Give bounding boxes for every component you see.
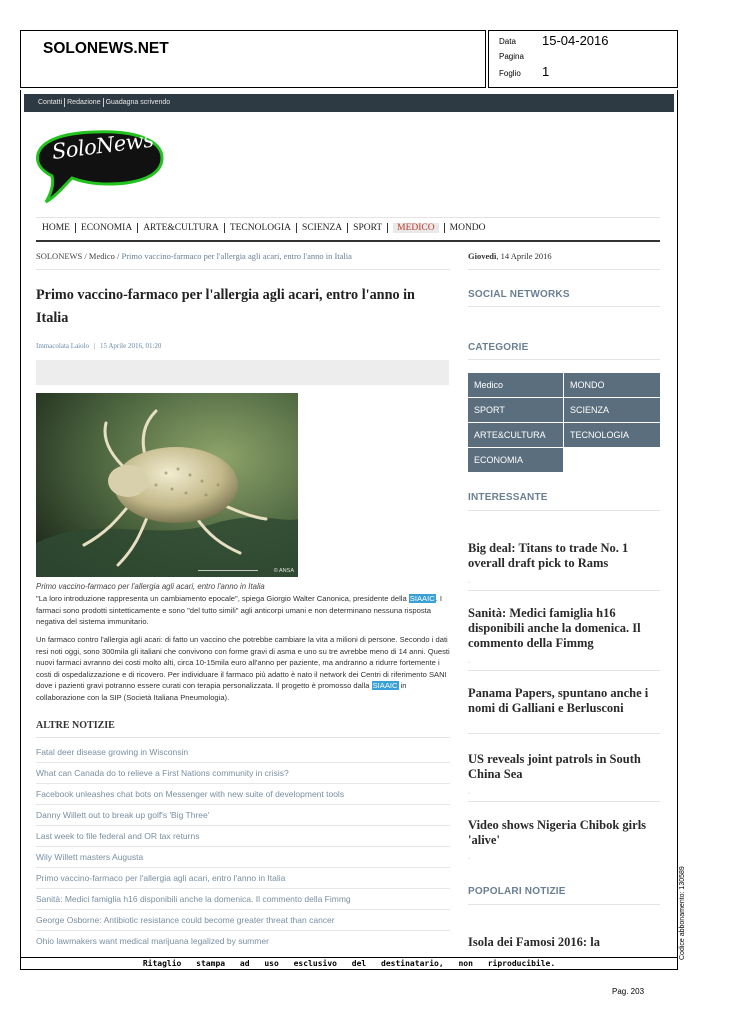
category-tecnologia[interactable]: TECNOLOGIA [564, 423, 660, 447]
interessante-sep [468, 733, 660, 734]
interessante-sep [468, 670, 660, 671]
altre-item[interactable]: George Osborne: Antibiotic resistance could become greater threat than cancer [36, 910, 450, 931]
altre-item[interactable]: Ohio lawmakers want medical marijuana legalized by summer [36, 936, 269, 946]
topbar-link-redazione[interactable]: Redazione [67, 99, 101, 106]
popolari-line [468, 904, 660, 905]
interessante-item[interactable]: Big deal: Titans to trade No. 1 overall draft pick to Rams [468, 541, 629, 570]
categorie-line [468, 359, 660, 360]
paragraph-1-text-b: . I farmaci sono prodotti sintetticamente e sono "del tutto simili" agli anticorpi umani e non determinano nessuna risposta negativa del sistema immunitario. [36, 594, 443, 627]
top-bar [24, 94, 674, 112]
site-logo[interactable] [34, 126, 166, 206]
nav-medico[interactable]: MEDICO [393, 223, 438, 233]
current-date-rest: , 14 Aprile 2016 [496, 251, 552, 261]
altre-item[interactable]: Sanità: Medici famiglia h16 disponibili anche la domenica. Il commento della Fimmg [36, 889, 450, 910]
breadcrumb-sep: / [84, 251, 87, 261]
altre-item[interactable]: Wily Willett masters Augusta [36, 847, 450, 868]
nav-tecnologia[interactable]: TECNOLOGIA [229, 223, 292, 234]
article-paragraph-2 [36, 634, 450, 704]
category-scienza[interactable]: SCIENZA [564, 398, 660, 422]
current-date [468, 251, 552, 261]
interessante-item[interactable]: Video shows Nigeria Chibok girls 'alive' [468, 818, 647, 847]
breadcrumb-sep: / [117, 251, 120, 261]
article-meta-sep: | [93, 342, 96, 350]
breadcrumb-section[interactable]: Medico [88, 251, 115, 261]
altre-item[interactable]: What can Canada do to relieve a First Nations community in crisis? [36, 763, 450, 784]
clip-data-label: Data [499, 37, 516, 46]
altre-item[interactable]: Fatal deer disease growing in Wisconsin [36, 742, 450, 763]
breadcrumb-line [36, 269, 450, 270]
popolari-item[interactable]: Isola dei Famosi 2016: la [468, 935, 600, 949]
image-watermark-line [198, 570, 258, 571]
category-grid [468, 373, 660, 473]
nav-mondo[interactable]: MONDO [449, 223, 486, 234]
clip-footer [20, 957, 678, 970]
current-date-day: Giovedì [468, 251, 497, 261]
interessante-line [468, 510, 660, 511]
social-networks-heading: SOCIAL NETWORKS [468, 289, 570, 300]
paragraph-1-highlight[interactable]: SIAAIC [409, 594, 435, 603]
clip-header-site-box [20, 30, 486, 88]
article-paragraph-1 [36, 593, 450, 628]
clip-foglio-value: 1 [542, 64, 550, 79]
nav-arte-cultura[interactable]: ARTE&CULTURA [143, 223, 219, 234]
topbar-link-guadagna[interactable]: Guadagna scrivendo [105, 99, 171, 106]
categorie-heading: CATEGORIE [468, 342, 529, 353]
category-arte-cultura[interactable]: ARTE&CULTURA [468, 423, 563, 447]
nav-home[interactable]: HOME [42, 223, 70, 234]
image-caption: Primo vaccino-farmaco per l'allergia agli acari, entro l'anno in Italia [36, 582, 265, 591]
interessante-heading: INTERESSANTE [468, 492, 548, 503]
paragraph-2-text-a: Un farmaco contro l'allergia agli acari: di fatto un vaccino che potrebbe cambiare la vita a milioni di persone. Secondo i dati resi noti oggi, sono 300mila gli italiani che convivono con forme gravi di asma e uno su tre avrebbe meno di 14 anni. Questi nuovi farmaci avranno dei costi molto alti, circa 10-15mila euro all'anno per paziente, ma andranno a ridurre fortemente i costi di ospedalizzazione e di ricovero. Per individuare il farmaco più adatto è nato il network dei Centri di riferimento SANI dove i pazienti gravi potranno essere curati con terapia personalizzata. Il progetto è promosso dalla [36, 635, 450, 691]
interessante-item[interactable]: US reveals joint patrols in South China Sea [468, 752, 641, 781]
interessante-item-marker: ▫ [468, 791, 470, 797]
breadcrumb-current: Primo vaccino-farmaco per l'allergia agli acari, entro l'anno in Italia [121, 251, 352, 261]
popolari-heading: POPOLARI NOTIZIE [468, 886, 566, 897]
article-author[interactable]: Immacolata Laiolo [36, 342, 90, 350]
clip-foglio-label: Foglio [499, 69, 521, 78]
category-economia[interactable]: ECONOMIA [468, 448, 563, 472]
clip-pagina-label: Pagina [499, 52, 524, 61]
interessante-item[interactable]: Panama Papers, spuntano anche i nomi di Galliani e Berlusconi [468, 686, 649, 715]
dust-mite-image [36, 393, 298, 577]
page-number: Pag. 203 [612, 987, 645, 996]
article-image [36, 393, 298, 577]
nav-bottom-line [36, 240, 660, 242]
altre-notizie-line [36, 737, 450, 738]
main-nav [42, 223, 486, 233]
interessante-sep [468, 590, 660, 591]
altre-notizie-heading: ALTRE NOTIZIE [36, 720, 115, 731]
altre-item[interactable]: Facebook unleashes chat bots on Messenger with new suite of development tools [36, 784, 450, 805]
breadcrumb-home[interactable]: SOLONEWS [36, 251, 83, 261]
logo-text: SoloNews [50, 127, 155, 164]
category-mondo[interactable]: MONDO [564, 373, 660, 397]
clip-footer-text: Ritaglio stampa ad uso esclusivo del destinatario, non riproducibile. [142, 959, 556, 968]
paragraph-2-text-b: in collaborazione con la SIP (Società Italiana Pneumologia). [36, 681, 407, 702]
clip-data-value: 15-04-2016 [542, 33, 609, 48]
altre-item[interactable]: Last week to file federal and OR tax returns [36, 826, 450, 847]
altre-item[interactable]: Danny Willett out to break up golf's 'Big Three' [36, 805, 450, 826]
subscription-code: Codice abbonamento: 130589 [679, 866, 686, 960]
interessante-item-marker: ▫ [468, 856, 470, 862]
altre-item[interactable]: Primo vaccino-farmaco per l'allergia agli acari, entro l'anno in Italia [36, 868, 450, 889]
ad-placeholder [36, 360, 449, 385]
paragraph-2-highlight[interactable]: SIAAIC [372, 681, 398, 691]
category-medico[interactable]: Medico [468, 373, 563, 397]
topbar-link-contatti[interactable]: Contatti [38, 99, 63, 106]
date-line [468, 269, 660, 270]
clip-site-name: SOLONEWS.NET [43, 40, 169, 57]
altre-notizie-list [36, 742, 450, 952]
image-watermark: © ANSA [273, 568, 294, 574]
article-title: Primo vaccino-farmaco per l'allergia agli acari, entro l'anno in Italia [36, 287, 415, 326]
nav-economia[interactable]: ECONOMIA [80, 223, 133, 234]
clip-header-meta-box [488, 30, 678, 88]
interessante-item-marker: ▫ [468, 660, 470, 666]
nav-scienza[interactable]: SCIENZA [302, 223, 343, 234]
interessante-sep [468, 801, 660, 802]
nav-sport[interactable]: SPORT [353, 223, 383, 234]
breadcrumb [36, 251, 456, 261]
article-meta [36, 342, 161, 350]
nav-top-line [36, 217, 660, 218]
interessante-item[interactable]: Sanità: Medici famiglia h16 disponibili anche la domenica. Il commento della Fimmg [468, 606, 641, 650]
paragraph-1-text-a: "La loro introduzione rappresenta un cambiamento epocale", spiega Giorgio Walter Canonica, presidente della [36, 594, 409, 603]
category-sport[interactable]: SPORT [468, 398, 563, 422]
interessante-item-marker: ▫ [468, 580, 470, 586]
social-line [468, 306, 660, 307]
article-datetime: 15 Aprile 2016, 01:20 [99, 342, 162, 350]
